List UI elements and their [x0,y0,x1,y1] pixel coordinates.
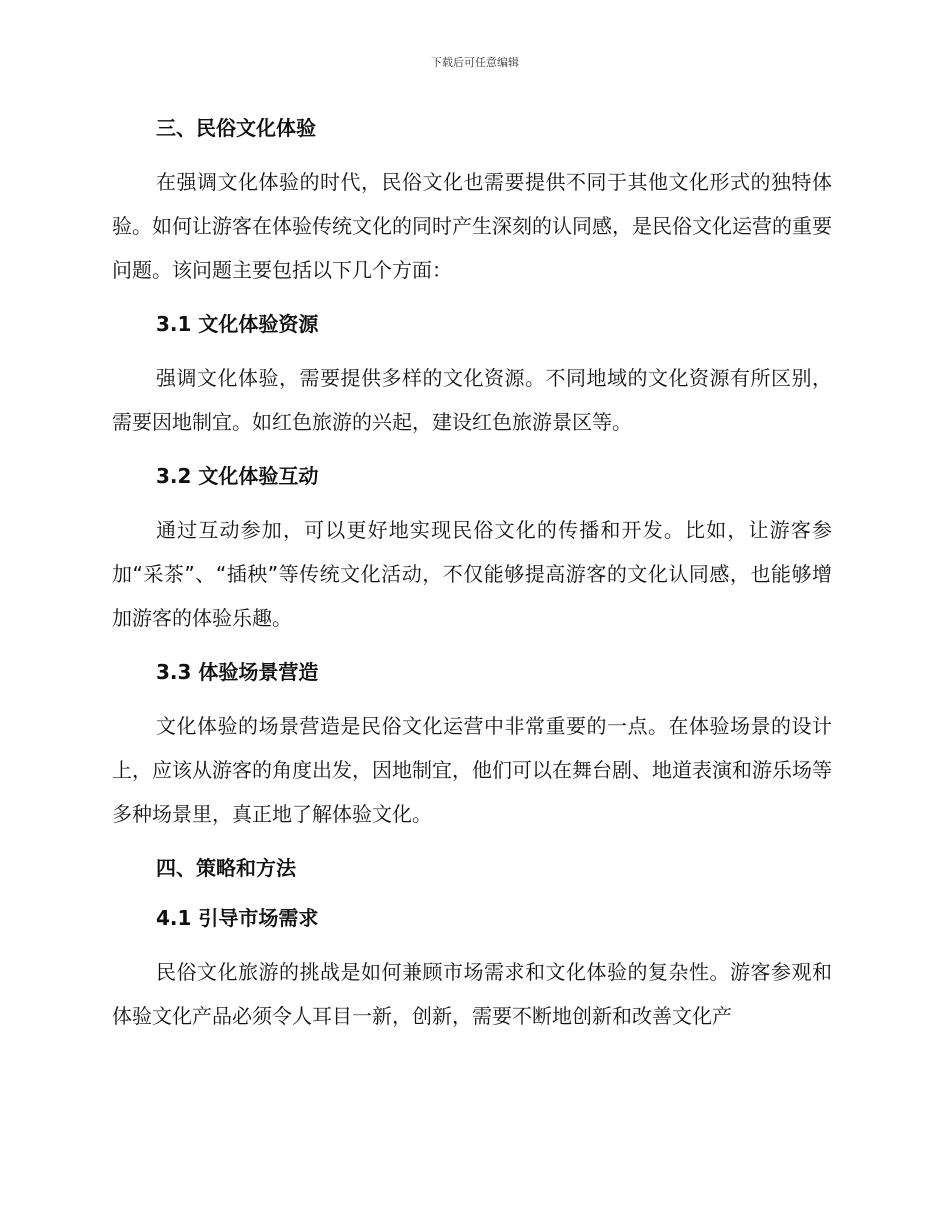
section-4-1-title: 4.1 引导市场需求 [156,906,319,930]
page-header: 下载后可任意编辑 [431,56,519,69]
section-3-2-body: 通过互动参加，可以更好地实现民俗文化的传播和开发。比如，让游客参加“采茶”、“插秧”等传统文化活动，不仅能够提高游客的文化认同感，也能够增加游客的体验乐趣。 [112,518,832,630]
section-3-1-body: 强调文化体验，需要提供多样的文化资源。不同地域的文化资源有所区别，需要因地制宜。如红色旅游的兴起，建设红色旅游景区等。 [112,366,832,434]
section-3-intro: 在强调文化体验的时代，民俗文化也需要提供不同于其他文化形式的独特体验。如何让游客在体验传统文化的同时产生深刻的认同感，是民俗文化运营的重要问题。该问题主要包括以下几个方面： [112,170,832,282]
section-3-3-title: 3.3 体验场景营造 [156,660,319,684]
section-4-1-body: 民俗文化旅游的挑战是如何兼顾市场需求和文化体验的复杂性。游客参观和体验文化产品必须令人耳目一新，创新，需要不断地创新和改善文化产 [112,960,832,1028]
document-body [112,110,832,1038]
section-3-3-body: 文化体验的场景营造是民俗文化运营中非常重要的一点。在体验场景的设计上，应该从游客的角度出发，因地制宜，他们可以在舞台剧、地道表演和游乐场等多种场景里，真正地了解体验文化。 [112,714,832,826]
section-4-title: 四、策略和方法 [156,856,296,880]
section-3-1-title: 3.1 文化体验资源 [156,312,319,336]
section-3-2-title: 3.2 文化体验互动 [156,464,319,488]
section-3-title: 三、民俗文化体验 [156,116,316,140]
